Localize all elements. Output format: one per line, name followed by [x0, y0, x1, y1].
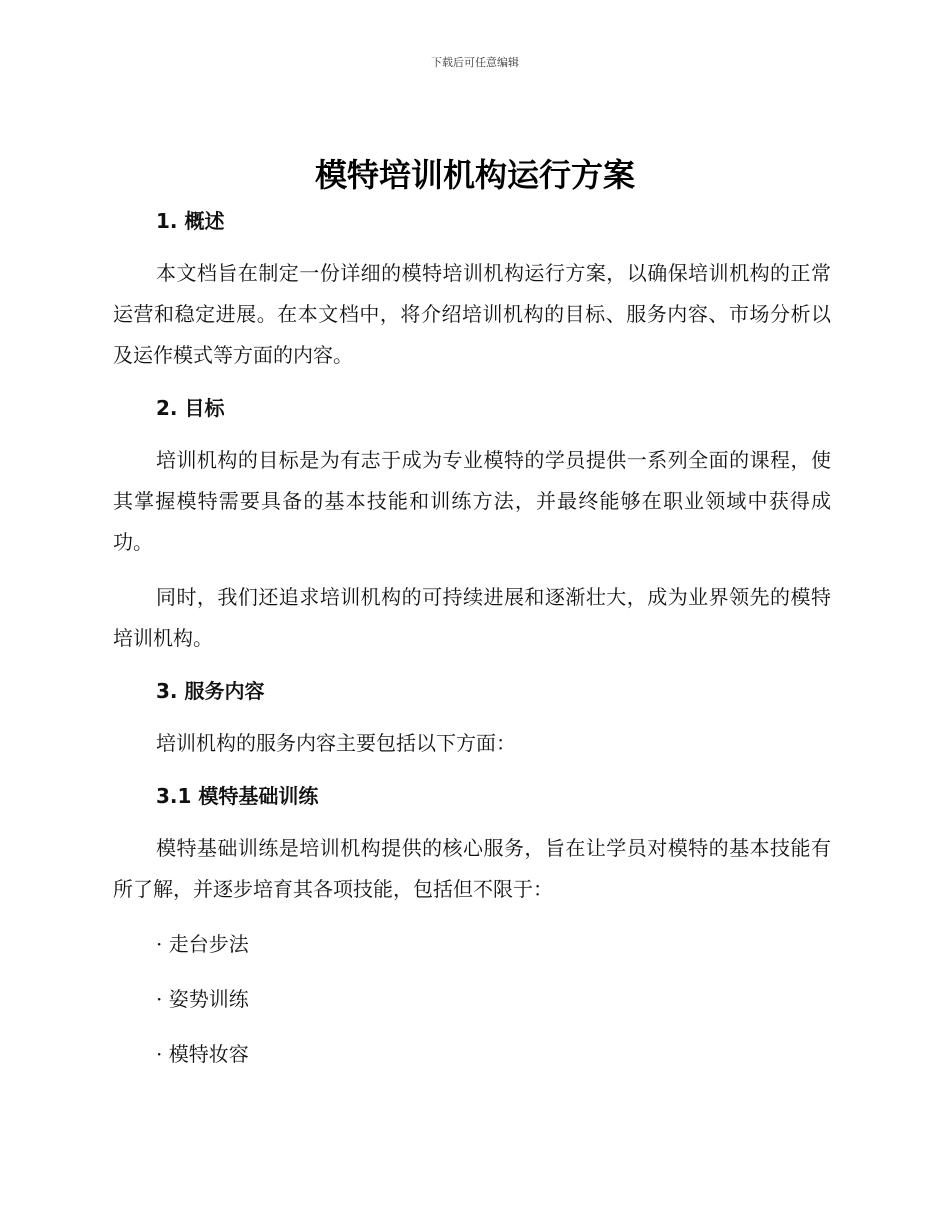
section-heading-overview: 1. 概述: [156, 209, 225, 233]
goals-paragraph-1: 培训机构的目标是为有志于成为专业模特的学员提供一系列全面的课程，使其掌握模特需要具备的基本技能和训练方法，并最终能够在职业领域中获得成功。: [113, 448, 831, 554]
list-item: · 模特妆容: [156, 1042, 249, 1066]
services-paragraph: 培训机构的服务内容主要包括以下方面：: [156, 731, 516, 755]
section-heading-services: 3. 服务内容: [156, 679, 265, 703]
document-body: [113, 203, 831, 1089]
basic-training-paragraph: 模特基础训练是培训机构提供的核心服务，旨在让学员对模特的基本技能有所了解，并逐步培育其各项技能，包括但不限于：: [113, 836, 831, 901]
header-note: 下载后可任意编辑: [431, 56, 519, 69]
document-title: 模特培训机构运行方案: [314, 156, 635, 194]
list-item: · 姿势训练: [156, 987, 249, 1011]
subsection-heading-basic-training: 3.1 模特基础训练: [156, 784, 319, 808]
overview-paragraph: 本文档旨在制定一份详细的模特培训机构运行方案，以确保培训机构的正常运营和稳定进展。在本文档中，将介绍培训机构的目标、服务内容、市场分析以及运作模式等方面的内容。: [113, 261, 831, 367]
section-heading-goals: 2. 目标: [156, 396, 225, 420]
goals-paragraph-2: 同时，我们还追求培训机构的可持续进展和逐渐壮大，成为业界领先的模特培训机构。: [113, 585, 831, 650]
list-item: · 走台步法: [156, 932, 249, 956]
